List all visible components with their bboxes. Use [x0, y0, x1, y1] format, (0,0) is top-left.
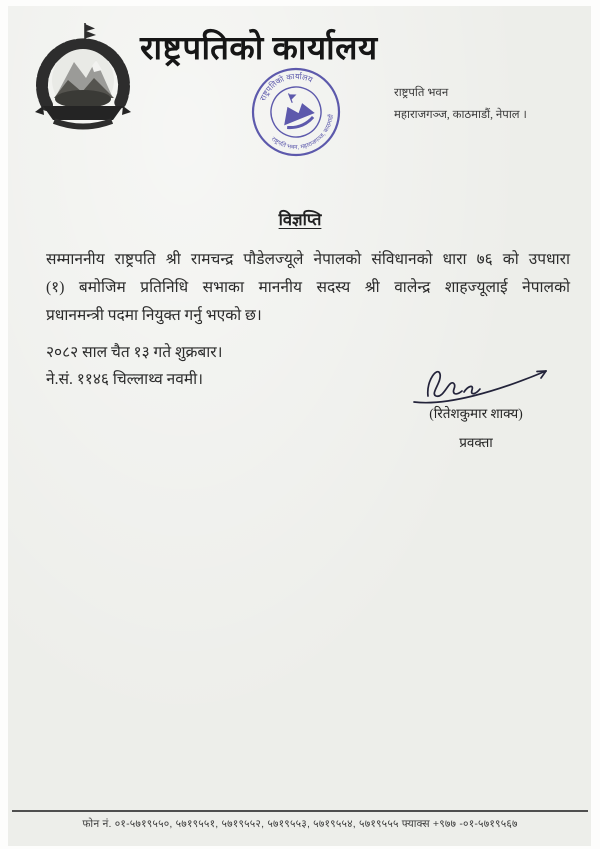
notice-heading: विज्ञप्ति	[278, 210, 322, 229]
signatory-designation: प्रवक्ता	[459, 435, 493, 450]
address-line-1: राष्ट्रपति भवन	[394, 87, 449, 99]
date-line-ns: ने.सं. ११४६ चिल्लाथ्व नवमी।	[46, 371, 204, 388]
stamp-arc-text-bottom: राष्ट्रपति भवन, महाराजगञ्ज, काठमाडौं	[269, 114, 335, 152]
office-round-stamp-icon	[248, 64, 344, 160]
nepal-coat-of-arms-icon	[30, 20, 136, 132]
footer-contact: फोन नं. ०१-५७१९५५०, ५७१९५५१, ५७१९५५२, ५७१९५५३, ५७१९५५४, ५७१९५५५ फ्याक्स +९७७ -०१-५७१९५६७	[82, 818, 518, 830]
signatory-name: (रितेशकुमार शाक्य)	[429, 406, 523, 421]
body-line-2: (१) बमोजिम प्रतिनिधि सभाका माननीय सदस्य श्री वालेन्द्र शाहज्यूलाई नेपालको	[46, 279, 570, 296]
body-line-1: सम्माननीय राष्ट्रपति श्री रामचन्द्र पौडेलज्यूले नेपालको संविधानको धारा ७६ को उपधारा	[46, 251, 570, 268]
address-line-2: महाराजगञ्ज, काठमाडौं, नेपाल ।	[394, 109, 527, 122]
stamp-arc-text-top: राष्ट्रपतिको कार्यालय	[258, 71, 314, 103]
date-line-bs: २०८२ साल चैत १३ गते शुक्रबार।	[46, 344, 223, 361]
handwritten-signature-icon	[406, 358, 558, 410]
footer-divider	[12, 810, 588, 812]
office-title: राष्ट्रपतिको कार्यालय	[140, 31, 378, 67]
office-address	[394, 82, 527, 127]
body-line-3: प्रधानमन्त्री पदमा नियुक्त गर्नु भएको छ।	[46, 307, 262, 324]
